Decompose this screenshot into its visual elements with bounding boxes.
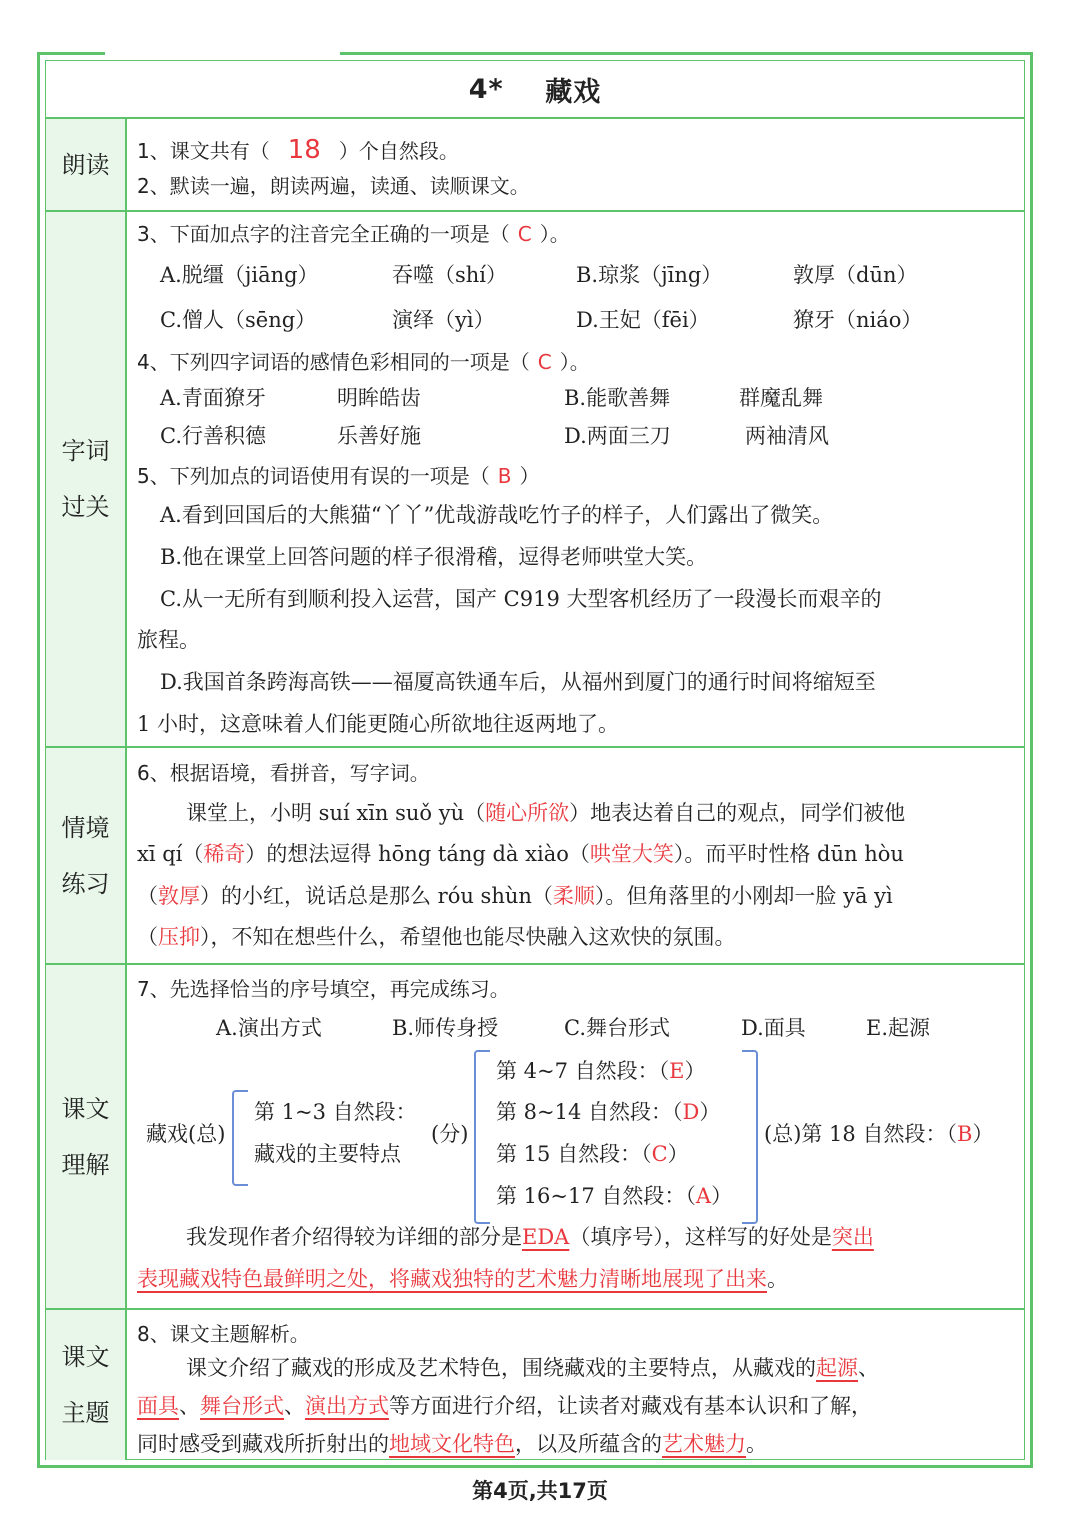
answer: 压抑	[158, 925, 200, 949]
divider	[45, 117, 1025, 119]
theme-line: 同时感受到藏戏所折射出的地域文化特色，以及所蕴含的艺术魅力。	[137, 1432, 767, 1456]
question-5-stem: 5、下列加点的词语使用有误的一项是（ B ）	[137, 464, 540, 488]
option: 乐善好施	[337, 424, 421, 448]
diagram-total-b: (总)第 18 自然段：（B）	[764, 1122, 994, 1146]
answer: B	[497, 464, 512, 488]
choice: D.面具	[741, 1016, 806, 1040]
lesson-number: 4*	[468, 73, 504, 105]
diagram-total-a-desc: 藏戏的主要特点	[254, 1142, 401, 1166]
option: B.琼浆（jīng）	[576, 263, 723, 287]
keyword: 艺术魅力	[662, 1432, 746, 1456]
keyword: 面具	[137, 1394, 179, 1418]
label-text: 字词	[61, 437, 110, 465]
question-7-stem: 7、先选择恰当的序号填空，再完成练习。	[137, 977, 510, 1001]
label-text: 朗读	[61, 150, 110, 179]
option-b: B.他在课堂上回答问题的样子很滑稽，逗得老师哄堂大笑。	[160, 545, 708, 569]
question-1: 1、课文共有（ 18 ）个自然段。	[137, 135, 459, 165]
answer: 突出	[831, 1225, 874, 1249]
label-text: 练习	[61, 869, 110, 898]
passage-line: 课堂上，小明 suí xīn suǒ yù（随心所欲）地表达着自己的观点，同学们被他	[186, 801, 906, 825]
option: 敦厚（dūn）	[793, 263, 918, 287]
answer: 18	[287, 135, 321, 165]
bracket	[474, 1050, 490, 1224]
keyword: 起源	[816, 1356, 858, 1380]
label-text: 课文	[61, 1343, 110, 1371]
option: 演绎（yì）	[392, 308, 495, 332]
answer: 表现藏戏特色最鲜明之处，将藏戏独特的艺术魅力清晰地展现了出来	[137, 1267, 767, 1291]
answer: C	[537, 350, 552, 374]
answer: 哄堂大笑	[589, 842, 674, 866]
diagram-section: 第 16~17 自然段：（A）	[496, 1184, 733, 1208]
option-a: A.看到回国后的大熊猫“丫丫”优哉游哉吃竹子的样子，人们露出了微笑。	[160, 503, 834, 527]
keyword: 舞台形式	[200, 1394, 284, 1418]
choice: B.师传身授	[392, 1016, 499, 1040]
choice: E.起源	[866, 1016, 931, 1040]
divider	[45, 1308, 1025, 1310]
passage-line: （压抑），不知在想些什么，希望他也能尽快融入这欢快的氛围。	[137, 925, 736, 949]
question-2: 2、默读一遍，朗读两遍，读通、读顺课文。	[137, 174, 530, 198]
label-text: 理解	[61, 1150, 110, 1179]
finding-line: 我发现作者介绍得较为详细的部分是EDA（填序号），这样写的好处是突出	[186, 1225, 874, 1249]
passage-line: （敦厚）的小红，说话总是那么 róu shùn（柔顺）。但角落里的小刚却一脸 yā yì	[137, 884, 893, 908]
diagram-section: 第 4~7 自然段：（E）	[496, 1059, 706, 1083]
option: C.行善积德	[160, 424, 266, 448]
label-read	[46, 119, 125, 210]
page-footer: 第4页,共17页	[472, 1479, 608, 1503]
lesson-name: 藏戏	[545, 76, 602, 108]
option-c-cont: 旅程。	[137, 628, 200, 652]
question-6-stem: 6、根据语境，看拼音，写字词。	[137, 761, 430, 785]
option: C.僧人（sēng）	[160, 308, 317, 332]
question-8-stem: 8、课文主题解析。	[137, 1322, 310, 1346]
option: 两袖清风	[745, 424, 829, 448]
option-d: D.我国首条跨海高铁——福厦高铁通车后，从福州到厦门的通行时间将缩短至	[160, 670, 876, 694]
bracket	[232, 1090, 248, 1186]
question-4-stem: 4、下列四字词语的感情色彩相同的一项是（ C ）。	[137, 350, 590, 374]
answer: 稀奇	[203, 842, 246, 866]
keyword: 地域文化特色	[389, 1432, 515, 1456]
theme-line: 课文介绍了藏戏的形成及艺术特色，围绕藏戏的主要特点，从藏戏的起源、	[186, 1356, 879, 1380]
diagram-section: 第 8~14 自然段：（D）	[496, 1100, 721, 1124]
answer: EDA	[522, 1225, 570, 1249]
label-context	[46, 748, 125, 963]
diagram-section: 第 15 自然段：（C）	[496, 1142, 689, 1166]
option: 明眸皓齿	[337, 386, 421, 410]
answer: C	[517, 222, 532, 246]
option: 吞噬（shí）	[392, 263, 508, 287]
choice: A.演出方式	[216, 1016, 322, 1040]
option: B.能歌善舞	[564, 386, 671, 410]
option-d-cont: 1 小时，这意味着人们能更随心所欲地往返两地了。	[137, 712, 620, 736]
answer: B	[956, 1122, 973, 1146]
label-text: 过关	[61, 493, 110, 521]
keyword: 演出方式	[305, 1394, 389, 1418]
label-text: 情境	[61, 813, 110, 842]
theme-line: 面具、舞台形式、演出方式等方面进行介绍，让读者对藏戏有基本认识和了解，	[137, 1394, 872, 1418]
frame-gap	[105, 48, 340, 58]
divider	[45, 963, 1025, 965]
page-title	[45, 60, 1025, 118]
option: D.两面三刀	[564, 424, 671, 448]
question-3-stem: 3、下面加点字的注音完全正确的一项是（ C ）。	[137, 222, 570, 246]
diagram-root: 藏戏(总)	[146, 1122, 226, 1146]
answer: 敦厚	[158, 884, 200, 908]
label-words	[46, 212, 125, 746]
divider	[45, 210, 1025, 212]
label-theme	[46, 1310, 125, 1460]
finding-line: 表现藏戏特色最鲜明之处，将藏戏独特的艺术魅力清晰地展现了出来。	[137, 1267, 788, 1291]
choice: C.舞台形式	[564, 1016, 670, 1040]
diagram-fen: (分)	[431, 1122, 469, 1146]
option: A.青面獠牙	[160, 386, 266, 410]
option-c: C.从一无所有到顺利投入运营，国产 C919 大型客机经历了一段漫长而艰辛的	[160, 587, 882, 611]
answer: C	[651, 1142, 668, 1166]
answer: A	[695, 1184, 712, 1208]
column-divider	[125, 117, 127, 1460]
option: A.脱缰（jiāng）	[160, 263, 319, 287]
answer: D	[682, 1100, 700, 1124]
bracket	[742, 1050, 758, 1224]
option: 群魔乱舞	[739, 386, 823, 410]
passage-line: xī qí（稀奇）的想法逗得 hōng táng dà xiào（哄堂大笑）。而平时性格 dūn hòu	[137, 842, 904, 866]
answer: 柔顺	[552, 884, 595, 908]
option: 獠牙（niáo）	[793, 308, 923, 332]
answer: E	[669, 1059, 685, 1083]
answer: 随心所欲	[485, 801, 570, 825]
diagram-total-a: 第 1~3 自然段：	[254, 1100, 417, 1124]
option: D.王妃（fēi）	[576, 308, 710, 332]
label-text: 主题	[61, 1399, 110, 1427]
label-understand	[46, 965, 125, 1308]
divider	[45, 746, 1025, 748]
label-text: 课文	[61, 1094, 110, 1123]
